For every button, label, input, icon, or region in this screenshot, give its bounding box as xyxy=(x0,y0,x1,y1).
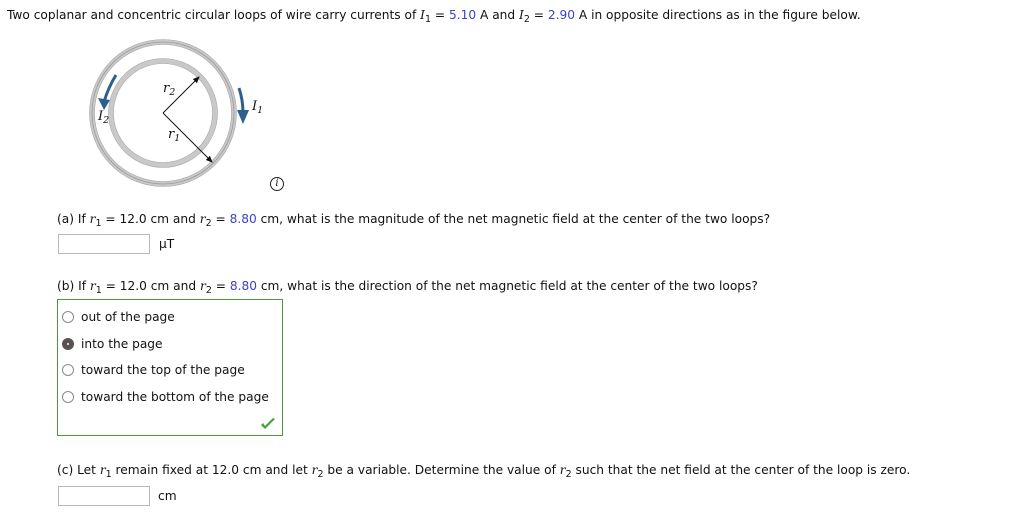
intro-text-and: A and xyxy=(476,8,519,22)
correct-checkmark-icon xyxy=(260,417,276,431)
equals-sign: = xyxy=(529,8,548,22)
I2-symbol: I xyxy=(519,8,524,22)
choice-label: out of the page xyxy=(81,310,175,324)
choice-toward-top[interactable] xyxy=(62,361,245,379)
part-b-question: (b) If $r_1 = 12.0$ cm and $r_2 = 8.80$ cm, what is the direction of the net magnetic field at the center of the two loops? xyxy=(57,279,758,296)
choice-into-page[interactable] xyxy=(62,335,163,353)
I1-value: 5.10 xyxy=(448,8,477,22)
part-a-unit: μT xyxy=(159,237,175,251)
equals-sign: = xyxy=(431,8,449,22)
r2-label: $r_2$ xyxy=(163,81,176,98)
intro-text: Two coplanar and concentric circular loops of wire carry currents of xyxy=(7,8,421,22)
part-b-r2-value: 8.80 xyxy=(229,279,257,293)
I2-subscript: 2 xyxy=(523,14,530,25)
I1-subscript: 1 xyxy=(424,14,431,25)
I2-value: 2.90 xyxy=(547,8,575,22)
choice-toward-bottom[interactable] xyxy=(62,388,269,406)
I2-label: $I_2$ xyxy=(98,109,110,126)
radio-button[interactable] xyxy=(62,311,74,323)
loops-diagram xyxy=(86,36,266,196)
choice-label: toward the bottom of the page xyxy=(81,390,269,404)
part-a-answer-input[interactable] xyxy=(58,234,150,254)
I1-symbol: I xyxy=(420,8,425,22)
radio-button-selected[interactable] xyxy=(62,338,74,350)
part-a-r2-value: 8.80 xyxy=(229,212,257,226)
r1-label: $r_1$ xyxy=(168,127,181,144)
intro-text-suffix: A in opposite directions as in the figure below. xyxy=(574,8,861,22)
part-c-unit: cm xyxy=(158,489,177,503)
part-a-question: (a) If $r_1 = 12.0$ cm and $r_2 = 8.80$ cm, what is the magnitude of the net magnetic field at the center of the two loops? xyxy=(57,212,771,229)
I1-label: $I_1$ xyxy=(252,99,264,116)
radio-button[interactable] xyxy=(62,391,74,403)
radio-button[interactable] xyxy=(62,364,74,376)
info-icon[interactable] xyxy=(270,177,284,191)
choice-label: toward the top of the page xyxy=(81,363,245,377)
part-b-choices xyxy=(57,299,283,436)
problem-statement xyxy=(7,8,861,25)
concentric-loops-figure xyxy=(86,36,266,196)
info-icon-glyph: i xyxy=(275,178,279,189)
choice-out-of-page[interactable] xyxy=(62,308,175,326)
part-c-question: (c) Let $r_1$ remain fixed at 12.0 cm and let $r_2$ be a variable. Determine the value of $r_2$ such that the net field at the center of the loop is zero. xyxy=(57,463,911,480)
choice-label: into the page xyxy=(81,337,163,351)
part-c-answer-input[interactable] xyxy=(58,486,150,506)
